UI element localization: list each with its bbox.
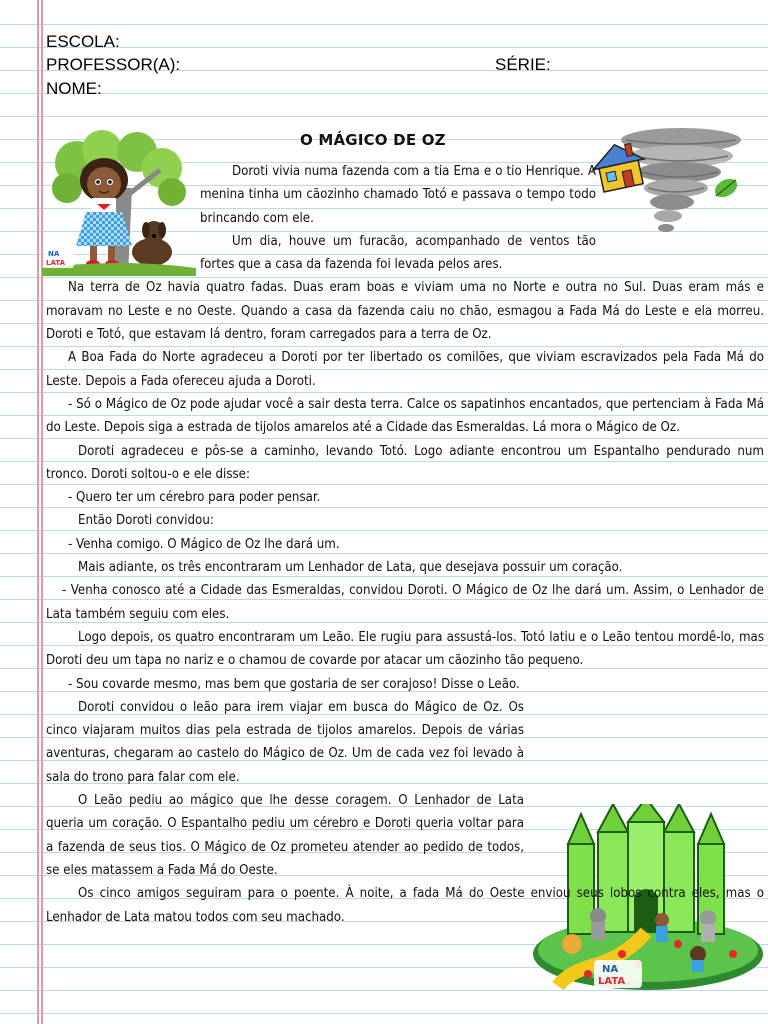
paragraph: Doroti convidou o leão para irem viajar em busca do Mágico de Oz. Os cinco viajaram muitos dias pela estrada de tijolos amarelos. Depois de várias aventuras, chegaram ao castelo do Mágico de Oz. Um de cada vez foi levado à sala do trono para falar com ele. <box>46 699 524 785</box>
paragraph: Doroti vivia numa fazenda com a tia Ema e o tio Henrique. A menina tinha um cãozinho chamado Totó e passava o tempo todo brincando com ele. <box>200 164 596 226</box>
paragraph: - Só o Mágico de Oz pode ajudar você a sair desta terra. Calce os sapatinhos encantados, que pertenciam à Fada Má do Leste. Depois siga a estrada de tijolos amarelos até a Cidade das Esmeraldas. Lá mora o Mágico de Oz. <box>46 396 764 436</box>
escola-label: ESCOLA: <box>46 32 120 51</box>
paragraph: Na terra de Oz havia quatro fadas. Duas eram boas e viviam uma no Norte e outra no Sul. Duas eram más e moravam no Leste e no Oeste. Quando a casa da fazenda caiu no chão, esmagou a Fada Má do Leste e ela morreu. Doroti e Totó, que estavam lá dentro, foram carregados para a terra de Oz. <box>46 280 764 343</box>
paragraph: Mais adiante, os três encontraram um Lenhador de Lata, que desejava possuir um coração. <box>78 560 623 576</box>
paragraph: Então Doroti convidou: <box>78 513 214 529</box>
svg-text:NA: NA <box>48 250 60 258</box>
paragraph: - Venha comigo. O Mágico de Oz lhe dará um. <box>68 536 340 552</box>
nome-label: NOME: <box>46 78 102 98</box>
paragraph: O Leão pediu ao mágico que lhe desse coragem. O Lenhador de Lata queria um coração. O Espantalho pediu um cérebro e Doroti queria voltar para a fazenda de seus tios. O Mágico de Oz prometeu atender ao pedido de todos, se eles matassem a Fada Má do Oeste. <box>46 793 524 878</box>
svg-text:LATA: LATA <box>46 259 65 267</box>
na-lata-logo <box>594 960 642 988</box>
serie-label: SÉRIE: <box>495 55 551 75</box>
paragraph: Os cinco amigos seguiram para o poente. À noite, a fada Má do Oeste enviou seus lobos contra eles, mas o Lenhador de Lata matou todos com seu machado. <box>46 886 764 925</box>
paragraph: Um dia, houve um furacão, acompanhado de ventos tão fortes que a casa da fazenda foi levada pelos ares. <box>200 233 596 273</box>
paragraph: - Sou covarde mesmo, mas bem que gostaria de ser corajoso! Disse o Leão. <box>68 676 520 692</box>
professor-label: PROFESSOR(A): <box>46 55 181 75</box>
story-title: O MÁGICO DE OZ <box>300 131 446 149</box>
paragraph: - Quero ter um cérebro para poder pensar. <box>68 490 321 506</box>
paragraph: Logo depois, os quatro encontraram um Leão. Ele rugiu para assustá-los. Totó latiu e o Leão tentou mordê-lo, mas Doroti deu um tapa no nariz e o chamou de covarde por atacar um cãozinho tão pequeno. <box>46 629 764 669</box>
svg-text:NA: NA <box>602 964 619 975</box>
paragraph: A Boa Fada do Norte agradeceu a Doroti por ter libertado os comilões, que viviam escravizados pela Fada Má do Leste. Depois a Fada ofereceu ajuda a Doroti. <box>46 350 764 389</box>
worksheet-header <box>46 30 746 100</box>
svg-text:LATA: LATA <box>598 976 626 987</box>
margin-line <box>37 0 39 1024</box>
paragraph: Doroti agradeceu e pôs-se a caminho, levando Totó. Logo adiante encontrou um Espantalho pendurado num tronco. Doroti soltou-o e ele disse: <box>46 443 764 482</box>
story-body <box>46 160 764 929</box>
paragraph: - Venha conosco até a Cidade das Esmeraldas, convidou Doroti. O Mágico de Oz lhe dará um. Assim, o Lenhador de Lata também seguiu com eles. <box>46 583 764 622</box>
